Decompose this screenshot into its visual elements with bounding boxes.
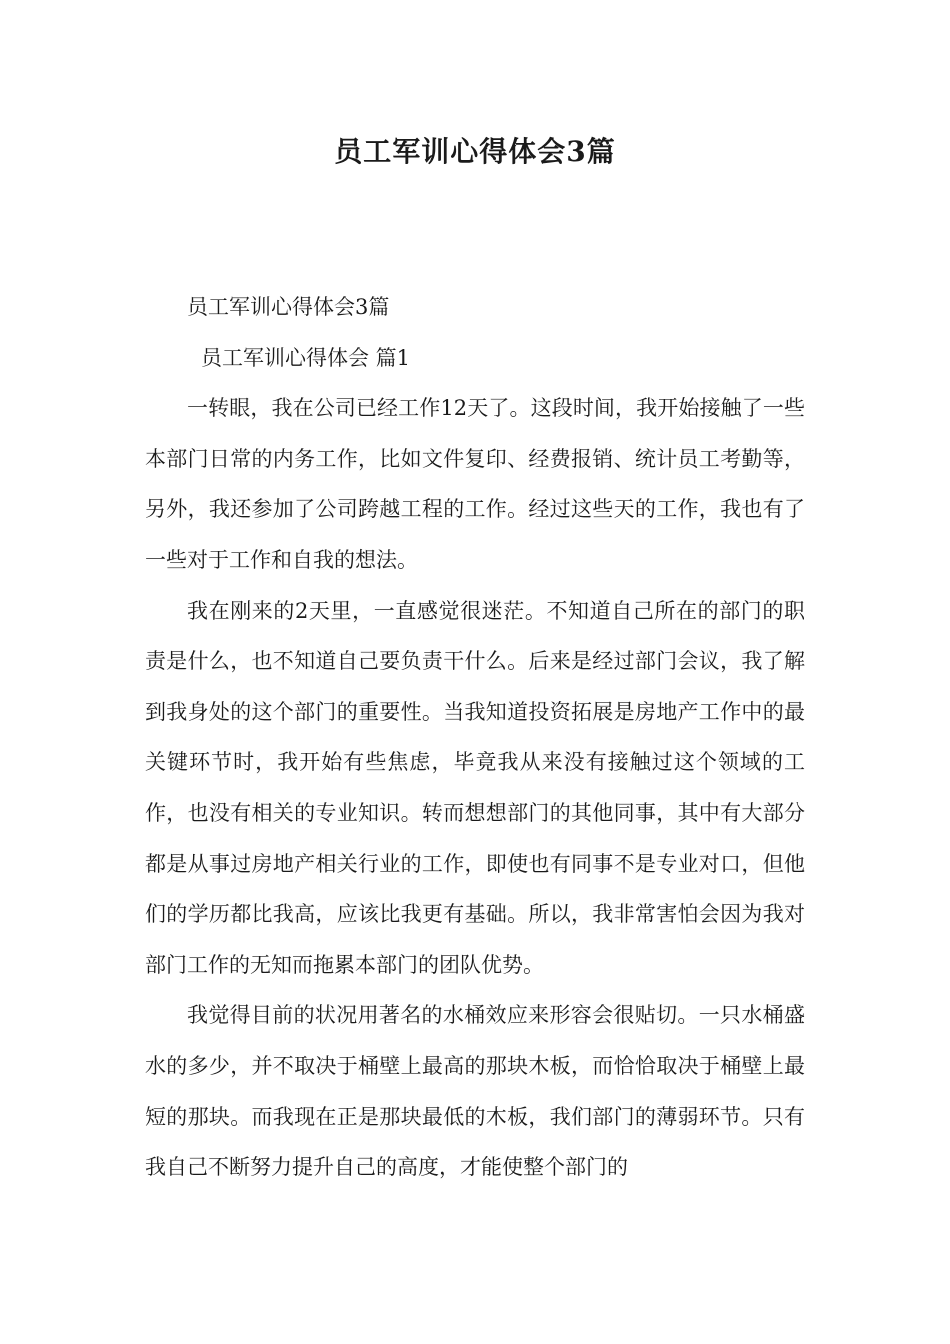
paragraph: 一转眼，我在公司已经工作12天了。这段时间，我开始接触了一些本部门日常的内务工作，比如文件复印、经费报销、统计员工考勤等，另外，我还参加了公司跨越工程的工作。经过这些天的工作，我也有了一些对于工作和自我的想法。	[145, 396, 805, 572]
document-subtitle: 员工军训心得体会3篇	[187, 295, 390, 319]
paragraph: 我觉得目前的状况用著名的水桶效应来形容会很贴切。一只水桶盛水的多少，并不取决于桶壁上最高的那块木板，而恰恰取决于桶壁上最短的那块。而我现在正是那块最低的木板，我们部门的薄弱环节。只有我自己不断努力提升自己的高度，才能使整个部门的	[145, 1003, 805, 1180]
document-body	[145, 282, 805, 1193]
paragraph: 我在刚来的2天里，一直感觉很迷茫。不知道自己所在的部门的职责是什么，也不知道自己要负责干什么。后来是经过部门会议，我了解到我身处的这个部门的重要性。当我知道投资拓展是房地产工作中的最关键环节时，我开始有些焦虑，毕竟我从来没有接触过这个领域的工作，也没有相关的专业知识。转而想想部门的其他同事，其中有大部分都是从事过房地产相关行业的工作，即使也有同事不是专业对口，但他们的学历都比我高，应该比我更有基础。所以，我非常害怕会因为我对部门工作的无知而拖累本部门的团队优势。	[145, 598, 805, 977]
article-heading: 员工军训心得体会 篇1	[201, 345, 411, 370]
document-title: 员工军训心得体会3篇	[334, 135, 616, 168]
